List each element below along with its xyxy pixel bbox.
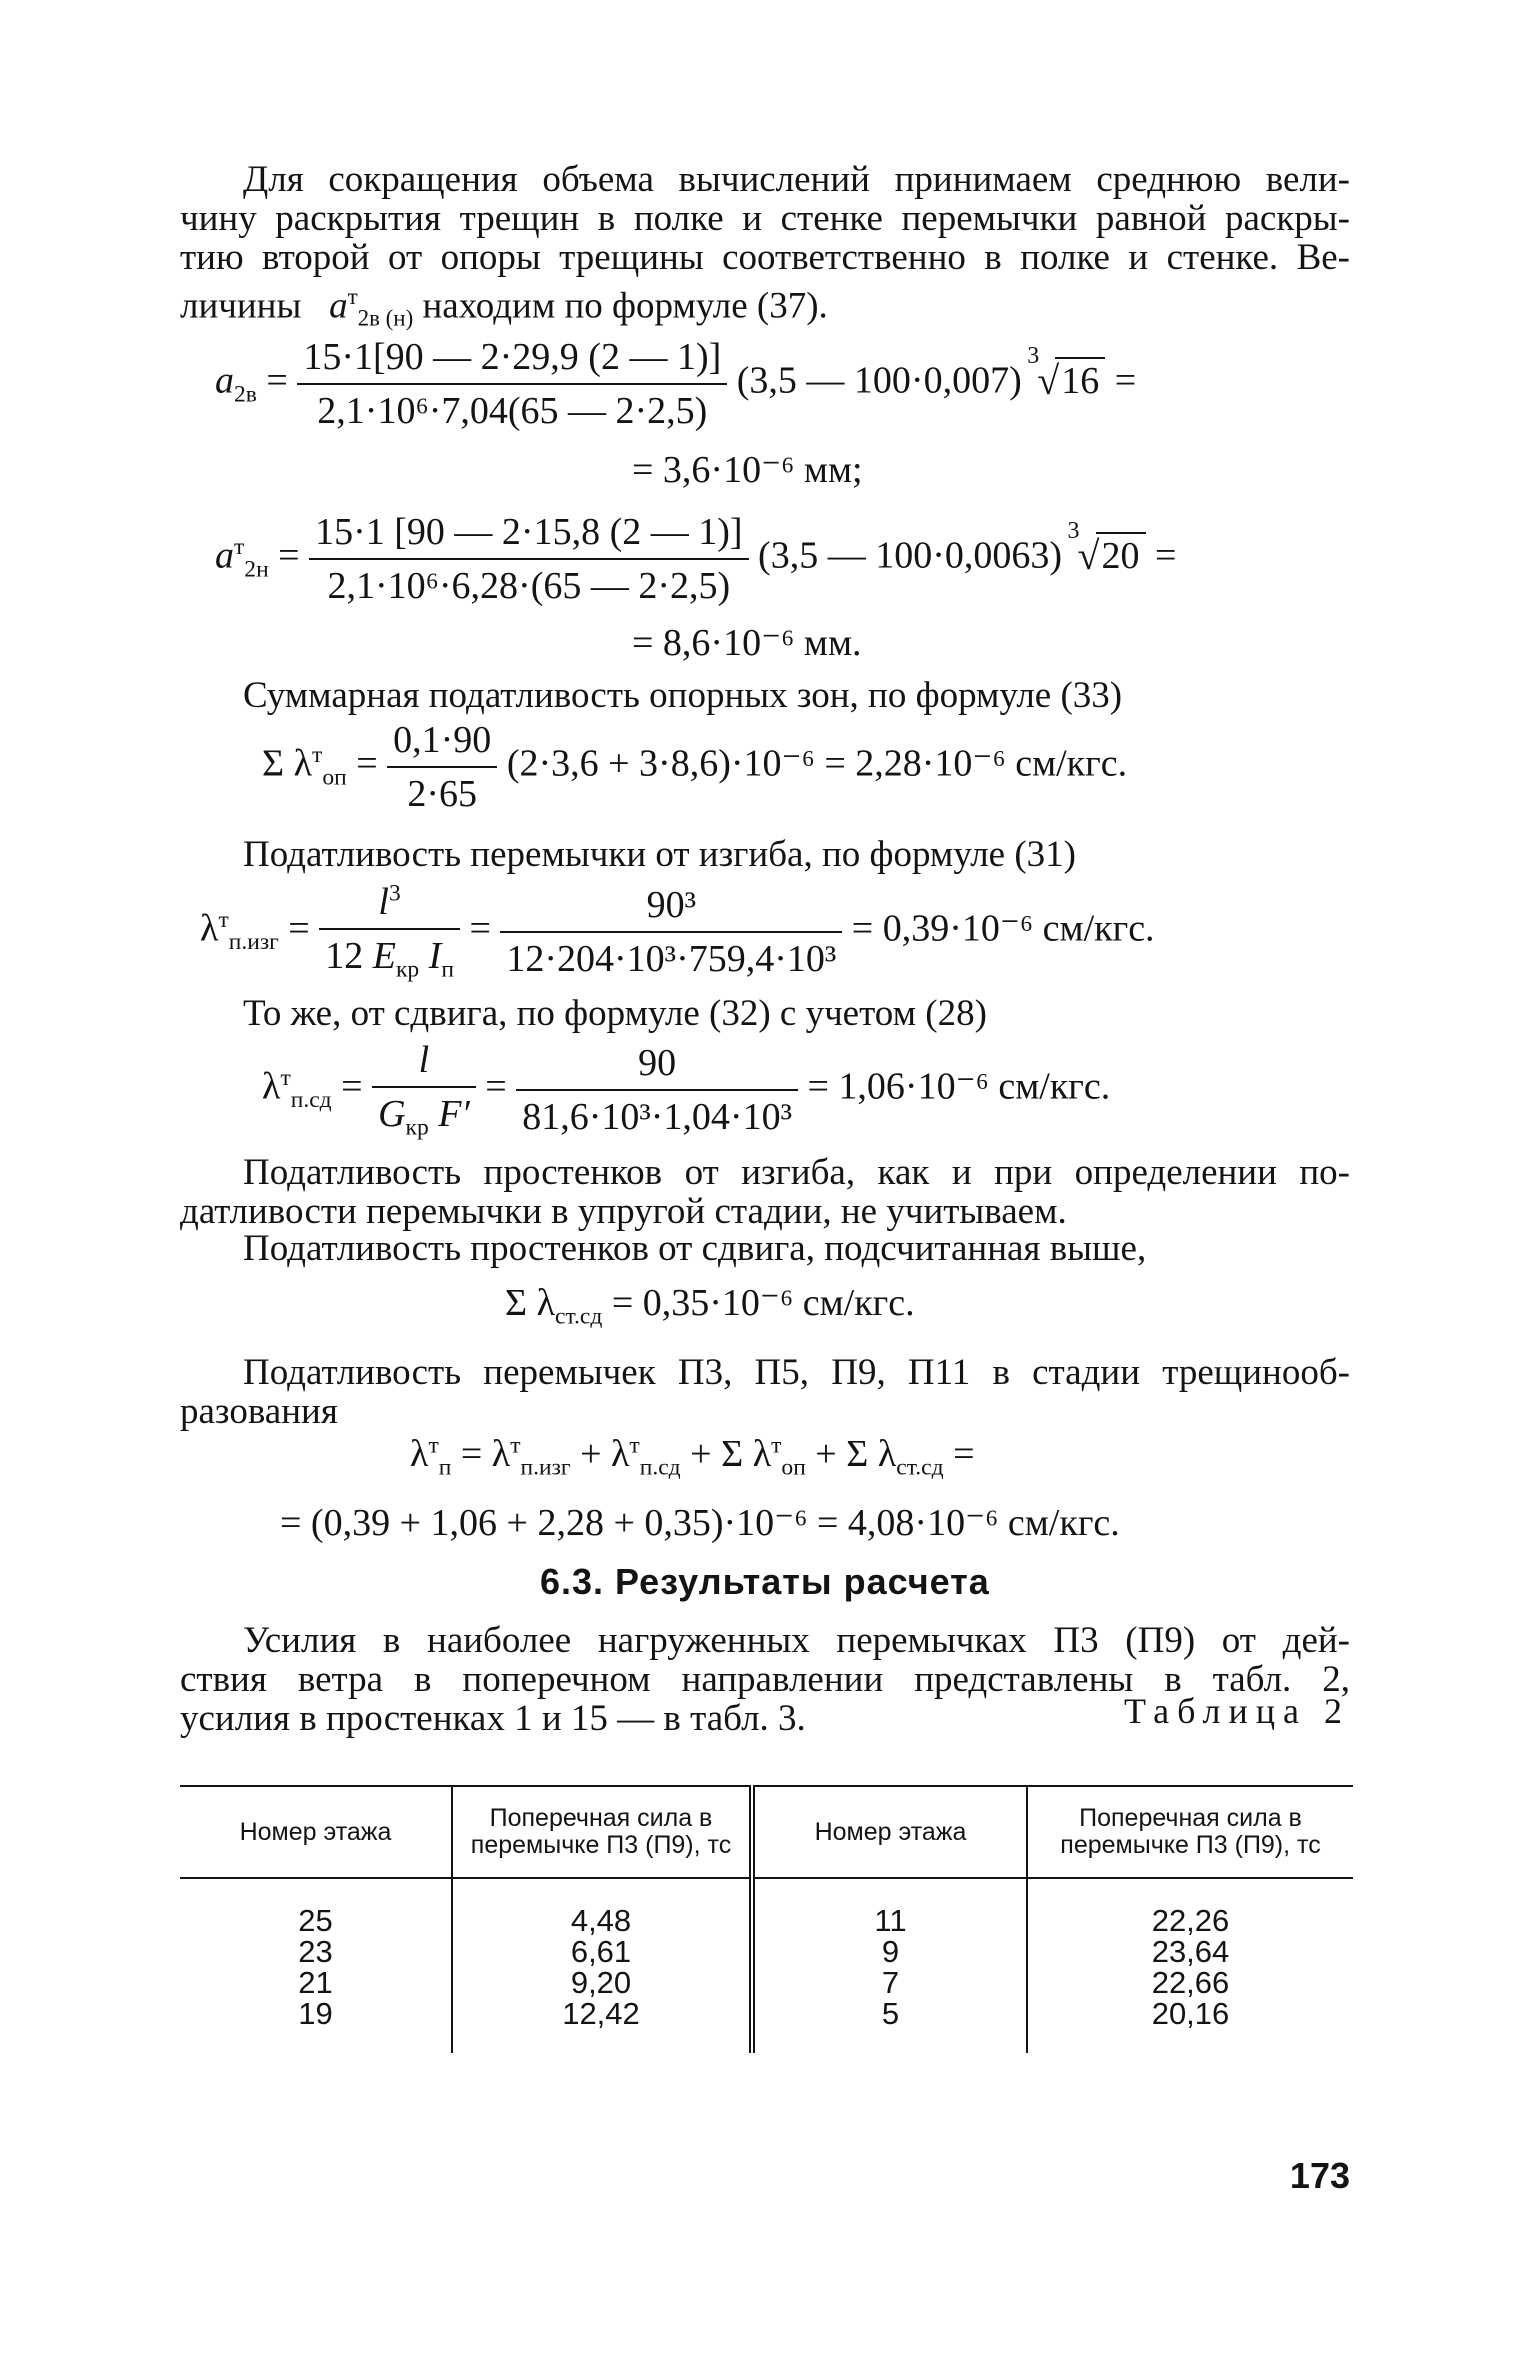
table-header-row (180, 1786, 1353, 1878)
equation-sum-lambda-op: Σ $\lambda^т_{оп}$ = $\frac{0,1\cdot 90}{2\cdot 65}$ (2·3,6 + 3·8,6)·10⁻⁶ = 2,28·10⁻⁶ см/кгс. (262, 719, 1128, 815)
table-cell: 4,48 (452, 1878, 752, 1936)
equation-result: = 0,39·10⁻⁶ см/кгс. (851, 907, 1155, 950)
table-row (180, 1936, 1353, 1967)
equation-a2v-result: = 3,6·10⁻⁶ мм; (632, 449, 863, 491)
equation-rest: (2·3,6 + 3·8,6)·10⁻⁶ = 2,28·10⁻⁶ см/кгс. (506, 742, 1128, 785)
text-line: разования (180, 1391, 338, 1432)
equation-factor: (3,5 — 100·0,0063) (758, 534, 1063, 577)
paragraph-shear-compliance: То же, от сдвига, по формуле (32) с учетом (28) (243, 993, 987, 1034)
paragraph-crack-width (180, 160, 1350, 338)
fraction-numerator: 0,1·90 (387, 718, 497, 768)
text-fragment: личины (180, 285, 302, 327)
table-cell: 12,42 (452, 1998, 752, 2053)
page-number: 173 (1289, 2155, 1350, 2196)
table-header-cell: Номер этажа (752, 1786, 1027, 1878)
table-cell: 9,20 (452, 1967, 752, 1998)
equation-lambda-p-result: = (0,39 + 1,06 + 2,28 + 0,35)·10⁻⁶ = 4,08·10⁻⁶ см/кгс. (280, 1502, 1120, 1544)
equation-lambda-p: $\lambda^т_п = \lambda^т_{п.изг} + \lambda^т_{п.сд} + \Sigma$ $\lambda^т_{оп} + \Sigma$ $\lambda_{ст.сд}$ = (410, 1432, 975, 1481)
equation-rest: = 0,35·10⁻⁶ см/кгс. (611, 1282, 915, 1324)
table-cell: 23,64 (1027, 1936, 1353, 1967)
cube-root: 3 √ 16 (1031, 357, 1105, 403)
table-cell: 6,61 (452, 1936, 752, 1967)
fraction (297, 335, 727, 433)
text-line: датливости перемычки в упругой стадии, не учитываем. (180, 1191, 1067, 1232)
table-cell: 23 (298, 1934, 333, 1969)
fraction-numerator: 15·1[90 — 2·29,9 (2 — 1)] (297, 335, 727, 385)
table-cell: 11 (752, 1878, 1027, 1936)
table-cell: 25 (298, 1903, 333, 1938)
equation-factor: (3,5 — 100·0,007) (736, 359, 1022, 402)
text-line: Податливость перемычек П3, П5, П9, П11 в стадии трещинооб- (243, 1352, 1350, 1393)
fraction-denominator: 81,6·10³·1,04·10³ (522, 1095, 792, 1138)
table-cell: 20,16 (1027, 1998, 1353, 2053)
paragraph-pier-bending (180, 1153, 1350, 1231)
fraction-numerator: 15·1 [90 — 2·15,8 (2 — 1)] (309, 510, 748, 560)
paragraph-total-compliance (180, 1353, 1350, 1431)
text-line: Усилия в наиболее нагруженных перемычках П3 (П9) от дей- (243, 1620, 1350, 1661)
text-line: личины $a^т_{2в (н)}$ находим по формуле (37). (180, 284, 828, 331)
table-cell: 19 (298, 1996, 333, 2031)
table-cell: 21 (298, 1965, 333, 2000)
table-cell: 22,66 (1027, 1967, 1353, 1998)
table-row (180, 1878, 1353, 1936)
fraction (387, 718, 497, 816)
fraction: $\frac{l}{G_{кр} F'}$ (372, 1038, 476, 1142)
equation-lambda-sd: $\lambda^т_{п.сд}$ = $\frac{l}{G_{кр} F'}$ = $\frac{90}{\text{81,6·10³·1,04·10³}}$ = 1,06·10⁻⁶ см/кгс. (262, 1039, 1111, 1141)
table-cell: 7 (752, 1967, 1027, 1998)
equation-sum-lambda-st: Σ $\lambda_{ст.сд} = 0,35\cdot 10^{-6}$ см/кгс. (505, 1282, 915, 1330)
table-header-cell: Поперечная сила в перемычке П3 (П9), тс (452, 1786, 752, 1878)
table-header-cell: Номер этажа (180, 1786, 452, 1878)
fraction (516, 1041, 798, 1139)
fraction-denominator: 2·65 (407, 773, 478, 815)
fraction-numerator: 90³ (500, 883, 842, 933)
section-heading: 6.3. Результаты расчета (540, 1561, 990, 1602)
fraction-denominator: 2,1·10⁶·7,04(65 — 2·2,5) (317, 390, 708, 432)
fraction (309, 510, 748, 608)
table-cell: 5 (752, 1998, 1027, 2053)
radicand: 20 (1096, 532, 1146, 578)
paragraph-bending-compliance: Податливость перемычки от изгиба, по формуле (31) (243, 834, 1076, 875)
cube-root: 3 √ 20 (1072, 532, 1146, 578)
text-line: ствия ветра в поперечном направлении представлены в табл. 2, (180, 1659, 1350, 1700)
fraction (500, 883, 842, 981)
table-cell: 22,26 (1027, 1878, 1353, 1936)
table-title: Таблица 2 (1124, 1691, 1350, 1731)
equation-a2n-result: = 8,6·10⁻⁶ мм. (632, 622, 862, 664)
text-line: чину раскрытия трещин в полке и стенке перемычки равной раскры- (180, 198, 1350, 239)
equation-result: = 1,06·10⁻⁶ см/кгс. (807, 1065, 1111, 1108)
equation-lambda-izg: $\lambda^т_{п.изг}$ = $\frac{l^3}{12 E_{кр} I_п}$ = $\frac{\text{90³}}{\text{12·204·10³·759,4·10³}}$ = 0,39·10⁻⁶ см/кгс. (200, 880, 1155, 983)
equation-a2n: $a^т_{2н}$ = $\frac{15\cdot 1 [90 — 2\cdot 15,8 (2 — 1)]}{\text{2,1·10⁶·6,28·(65 — 2·2,5)}}$ (3,5 — 100·0,0063) 3 √ 20 = (215, 511, 1177, 607)
text-line: тию второй от опоры трещины соответственно в полке и стенке. Ве- (180, 237, 1350, 278)
text-line: усилия в простенках 1 и 15 — в табл. 3. (180, 1698, 806, 1739)
table-header-cell: Поперечная сила в перемычке П3 (П9), тс (1027, 1786, 1353, 1878)
fraction-numerator: 90 (516, 1041, 798, 1091)
paragraph-pier-shear: Податливость простенков от сдвига, подсчитанная выше, (243, 1228, 1147, 1269)
data-table (180, 1785, 1353, 2053)
table-cell: 9 (752, 1936, 1027, 1967)
fraction-denominator: 12·204·10³·759,4·10³ (506, 937, 837, 980)
paragraph-support-compliance: Суммарная податливость опорных зон, по формуле (33) (243, 675, 1123, 716)
radicand: 16 (1055, 357, 1105, 403)
text-line: Для сокращения объема вычислений принимаем среднюю вели- (243, 159, 1350, 200)
text-line: Податливость простенков от изгиба, как и при определении по- (243, 1152, 1350, 1193)
table-row (180, 1967, 1353, 1998)
text-fragment: находим по формуле (37). (422, 285, 828, 327)
equation-a2v: $a_{2в}$ = $\frac{15\cdot 1[90 — 2\cdot 29,9 (2 — 1)]}{\text{2,1·10⁶·7,04(65 — 2·2,5)}}$ (3,5 — 100·0,007) 3 √ 16 = (215, 336, 1137, 432)
fraction: $\frac{l^3}{12 E_{кр} I_п}$ (319, 880, 460, 984)
table-row (180, 1998, 1353, 2053)
fraction-denominator: 2,1·10⁶·6,28·(65 — 2·2,5) (327, 565, 731, 607)
